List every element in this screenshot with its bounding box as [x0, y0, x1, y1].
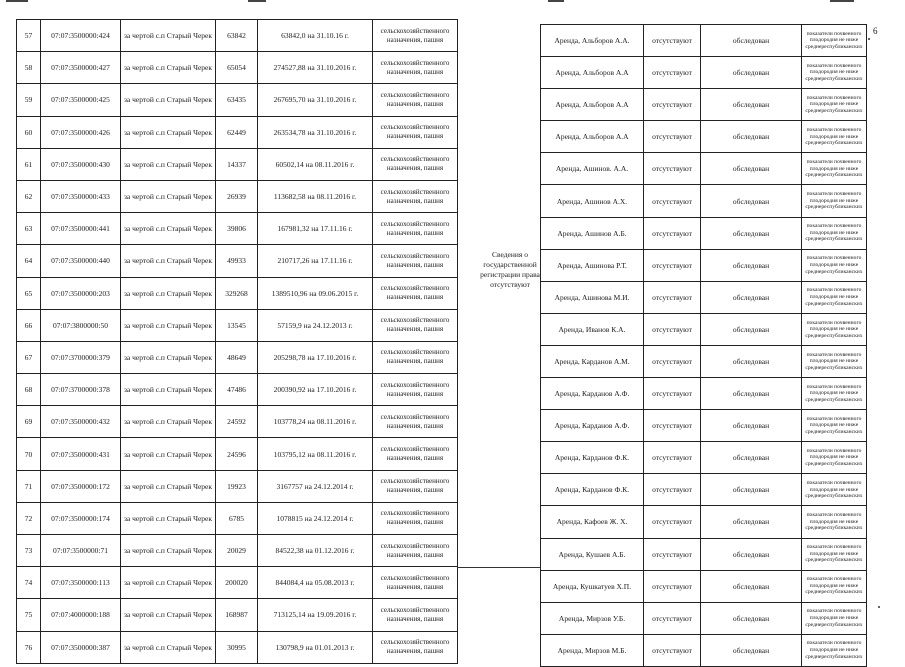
- table-row: [17, 470, 458, 502]
- land-use: сельскохозяйственного назначения, пашня: [373, 213, 458, 245]
- survey-status: обследован: [701, 153, 802, 185]
- tenant: Аренда, Карданов А.Ф.: [541, 378, 644, 410]
- row-number: 72: [17, 502, 41, 534]
- tenant: Аренда, Альборов А.А: [541, 57, 644, 89]
- scan-dot: [868, 38, 870, 40]
- land-use: сельскохозяйственного назначения, пашня: [373, 20, 458, 52]
- row-number: 64: [17, 245, 41, 277]
- location: за чертой с.п Старый Черек: [121, 374, 216, 406]
- location: за чертой с.п Старый Черек: [121, 631, 216, 663]
- table-row: [17, 374, 458, 406]
- location: за чертой с.п Старый Черек: [121, 309, 216, 341]
- soil-indicator: показатели почвенного плодородия не ниже среднереспубликанских: [802, 25, 867, 57]
- table-row: [541, 442, 867, 474]
- area: 14337: [216, 148, 258, 180]
- cadastral-value: 3167757 на 24.12.2014 г.: [258, 470, 373, 502]
- soil-indicator: показатели почвенного плодородия не ниже среднереспубликанских: [802, 121, 867, 153]
- cadastral-value: 713125,14 на 19.09.2016 г.: [258, 599, 373, 631]
- cadastral-number: 07:07:3500000:440: [41, 245, 121, 277]
- area: 48649: [216, 341, 258, 373]
- soil-indicator: показатели почвенного плодородия не ниже среднереспубликанских: [802, 345, 867, 377]
- area: 20029: [216, 535, 258, 567]
- table-row: [541, 217, 867, 249]
- soil-indicator: показатели почвенного плодородия не ниже среднереспубликанских: [802, 249, 867, 281]
- tenant: Аренда, Карданов А.Ф.: [541, 410, 644, 442]
- row-number: 76: [17, 631, 41, 663]
- encumbrance-status: отсутствуют: [644, 506, 701, 538]
- soil-indicator: показатели почвенного плодородия не ниже среднереспубликанских: [802, 570, 867, 602]
- location: за чертой с.п Старый Черек: [121, 84, 216, 116]
- soil-indicator: показатели почвенного плодородия не ниже среднереспубликанских: [802, 442, 867, 474]
- soil-indicator: показатели почвенного плодородия не ниже среднереспубликанских: [802, 538, 867, 570]
- soil-indicator: показатели почвенного плодородия не ниже среднереспубликанских: [802, 185, 867, 217]
- encumbrance-status: отсутствуют: [644, 602, 701, 634]
- land-use: сельскохозяйственного назначения, пашня: [373, 599, 458, 631]
- encumbrance-status: отсутствуют: [644, 634, 701, 666]
- location: за чертой с.п Старый Черек: [121, 277, 216, 309]
- scan-top-marks: [0, 0, 905, 8]
- tenant: Аренда, Карданов А.М.: [541, 345, 644, 377]
- cadastral-value: 63842,0 на 31.10.16 г.: [258, 20, 373, 52]
- encumbrance-status: отсутствуют: [644, 313, 701, 345]
- location: за чертой с.п Старый Черек: [121, 116, 216, 148]
- row-number: 67: [17, 341, 41, 373]
- cadastral-number: 07:07:3500000:433: [41, 180, 121, 212]
- table-row: [17, 52, 458, 84]
- cadastral-number: 07:07:3500000:424: [41, 20, 121, 52]
- soil-indicator: показатели почвенного плодородия не ниже среднереспубликанских: [802, 217, 867, 249]
- area: 63842: [216, 20, 258, 52]
- area: 329268: [216, 277, 258, 309]
- tenant: Аренда, Альборов А.А.: [541, 25, 644, 57]
- tenant: Аренда, Мирзов М.Б.: [541, 634, 644, 666]
- cadastral-value: 57159,9 на 24.12.2013 г.: [258, 309, 373, 341]
- cadastral-number: 07:07:3500000:203: [41, 277, 121, 309]
- encumbrance-status: отсутствуют: [644, 25, 701, 57]
- land-use: сельскохозяйственного назначения, пашня: [373, 470, 458, 502]
- soil-indicator: показатели почвенного плодородия не ниже среднереспубликанских: [802, 602, 867, 634]
- land-use: сельскохозяйственного назначения, пашня: [373, 84, 458, 116]
- encumbrance-status: отсутствуют: [644, 57, 701, 89]
- cadastral-number: 07:07:3500000:387: [41, 631, 121, 663]
- soil-indicator: показатели почвенного плодородия не ниже среднереспубликанских: [802, 57, 867, 89]
- table-row: [541, 570, 867, 602]
- row-number: 59: [17, 84, 41, 116]
- land-use: сельскохозяйственного назначения, пашня: [373, 52, 458, 84]
- table-row: [17, 277, 458, 309]
- table-row: [541, 634, 867, 666]
- area: 13545: [216, 309, 258, 341]
- tenant: Аренда, Ашинов А.Б.: [541, 217, 644, 249]
- land-use: сельскохозяйственного назначения, пашня: [373, 502, 458, 534]
- cadastral-value: 200390,92 на 17.10.2016 г.: [258, 374, 373, 406]
- soil-indicator: показатели почвенного плодородия не ниже среднереспубликанских: [802, 378, 867, 410]
- table-row: [541, 474, 867, 506]
- table-row: [17, 567, 458, 599]
- area: 49933: [216, 245, 258, 277]
- table-row: [541, 410, 867, 442]
- encumbrance-status: отсутствуют: [644, 538, 701, 570]
- cadastral-value: 1389510,96 на 09.06.2015 г.: [258, 277, 373, 309]
- survey-status: обследован: [701, 474, 802, 506]
- table-row: [541, 538, 867, 570]
- table-row: [541, 281, 867, 313]
- area: 47486: [216, 374, 258, 406]
- survey-status: обследован: [701, 217, 802, 249]
- location: за чертой с.п Старый Черек: [121, 535, 216, 567]
- table-row: [17, 438, 458, 470]
- table-row: [17, 341, 458, 373]
- tenant: Аренда, Альборов А.А: [541, 121, 644, 153]
- land-use: сельскохозяйственного назначения, пашня: [373, 631, 458, 663]
- survey-status: обследован: [701, 313, 802, 345]
- cadastral-number: 07:07:3700000:379: [41, 341, 121, 373]
- row-number: 61: [17, 148, 41, 180]
- cadastral-number: 07:07:3500000:71: [41, 535, 121, 567]
- encumbrance-status: отсутствуют: [644, 345, 701, 377]
- table-row: [541, 25, 867, 57]
- soil-indicator: показатели почвенного плодородия не ниже среднереспубликанских: [802, 634, 867, 666]
- land-use: сельскохозяйственного назначения, пашня: [373, 245, 458, 277]
- cadastral-number: 07:07:3500000:441: [41, 213, 121, 245]
- location: за чертой с.п Старый Черек: [121, 470, 216, 502]
- encumbrance-status: отсутствуют: [644, 249, 701, 281]
- location: за чертой с.п Старый Черек: [121, 599, 216, 631]
- survey-status: обследован: [701, 57, 802, 89]
- land-use: сельскохозяйственного назначения, пашня: [373, 567, 458, 599]
- tenant: Аренда, Карданов Ф.К.: [541, 442, 644, 474]
- table-row: [541, 249, 867, 281]
- area: 62449: [216, 116, 258, 148]
- survey-status: обследован: [701, 249, 802, 281]
- survey-status: обследован: [701, 634, 802, 666]
- survey-status: обследован: [701, 442, 802, 474]
- land-plots-table: [16, 19, 458, 664]
- soil-indicator: показатели почвенного плодородия не ниже среднереспубликанских: [802, 410, 867, 442]
- cadastral-number: 07:07:4000000:188: [41, 599, 121, 631]
- soil-indicator: показатели почвенного плодородия не ниже среднереспубликанских: [802, 153, 867, 185]
- cadastral-value: 103778,24 на 08.11.2016 г.: [258, 406, 373, 438]
- location: за чертой с.п Старый Черек: [121, 438, 216, 470]
- row-number: 60: [17, 116, 41, 148]
- area: 30995: [216, 631, 258, 663]
- table-row: [17, 599, 458, 631]
- tenant: Аренда, Кушаев А.Б.: [541, 538, 644, 570]
- row-number: 74: [17, 567, 41, 599]
- table-row: [541, 153, 867, 185]
- table-row: [17, 84, 458, 116]
- encumbrance-status: отсутствуют: [644, 410, 701, 442]
- tenant: Аренда, Мирзов У.Б.: [541, 602, 644, 634]
- encumbrance-status: отсутствуют: [644, 442, 701, 474]
- cadastral-value: 263534,78 на 31.10.2016 г.: [258, 116, 373, 148]
- survey-status: обследован: [701, 281, 802, 313]
- survey-status: обследован: [701, 185, 802, 217]
- tenants-table: [540, 24, 867, 667]
- cadastral-value: 844084,4 на 05.08.2013 г.: [258, 567, 373, 599]
- table-row: [541, 185, 867, 217]
- area: 6785: [216, 502, 258, 534]
- survey-status: обследован: [701, 121, 802, 153]
- survey-status: обследован: [701, 25, 802, 57]
- row-number: 65: [17, 277, 41, 309]
- area: 24592: [216, 406, 258, 438]
- separator-line: [457, 567, 540, 568]
- row-number: 63: [17, 213, 41, 245]
- tenant: Аренда, Иванов К.А.: [541, 313, 644, 345]
- survey-status: обследован: [701, 506, 802, 538]
- location: за чертой с.п Старый Черек: [121, 52, 216, 84]
- survey-status: обследован: [701, 538, 802, 570]
- table-row: [541, 345, 867, 377]
- land-use: сельскохозяйственного назначения, пашня: [373, 341, 458, 373]
- table-row: [541, 602, 867, 634]
- cadastral-number: 07:07:3800000:50: [41, 309, 121, 341]
- table-row: [17, 20, 458, 52]
- cadastral-number: 07:07:3500000:174: [41, 502, 121, 534]
- cadastral-value: 167981,32 на 17.11.16 г.: [258, 213, 373, 245]
- location: за чертой с.п Старый Черек: [121, 213, 216, 245]
- soil-indicator: показатели почвенного плодородия не ниже среднереспубликанских: [802, 474, 867, 506]
- cadastral-number: 07:07:3500000:425: [41, 84, 121, 116]
- soil-indicator: показатели почвенного плодородия не ниже среднереспубликанских: [802, 89, 867, 121]
- land-use: сельскохозяйственного назначения, пашня: [373, 116, 458, 148]
- location: за чертой с.п Старый Черек: [121, 406, 216, 438]
- tenant: Аренда, Ашинова Р.Т.: [541, 249, 644, 281]
- row-number: 68: [17, 374, 41, 406]
- tenant: Аренда, Кафоев Ж. Х.: [541, 506, 644, 538]
- tenant: Аренда, Кушкатуев Х.П.: [541, 570, 644, 602]
- table-row: [541, 313, 867, 345]
- row-number: 69: [17, 406, 41, 438]
- row-number: 70: [17, 438, 41, 470]
- location: за чертой с.п Старый Черек: [121, 567, 216, 599]
- cadastral-value: 130798,9 на 01.01.2013 г.: [258, 631, 373, 663]
- table-row: [541, 506, 867, 538]
- survey-status: обследован: [701, 410, 802, 442]
- location: за чертой с.п Старый Черек: [121, 20, 216, 52]
- registration-note: Сведения о государственной регистрации права отсутствуют: [480, 250, 540, 289]
- row-number: 73: [17, 535, 41, 567]
- row-number: 62: [17, 180, 41, 212]
- table-row: [541, 378, 867, 410]
- location: за чертой с.п Старый Черек: [121, 341, 216, 373]
- area: 168987: [216, 599, 258, 631]
- tenant: Аренда, Ашинов А.Х.: [541, 185, 644, 217]
- soil-indicator: показатели почвенного плодородия не ниже среднереспубликанских: [802, 313, 867, 345]
- cadastral-value: 205298,78 на 17.10.2016 г.: [258, 341, 373, 373]
- cadastral-value: 210717,26 на 17.11.16 г.: [258, 245, 373, 277]
- location: за чертой с.п Старый Черек: [121, 245, 216, 277]
- cadastral-number: 07:07:3500000:432: [41, 406, 121, 438]
- survey-status: обследован: [701, 345, 802, 377]
- cadastral-number: 07:07:3700000:378: [41, 374, 121, 406]
- tenant: Аренда, Ашинов. А.А.: [541, 153, 644, 185]
- land-use: сельскохозяйственного назначения, пашня: [373, 277, 458, 309]
- scan-dot: [878, 606, 880, 608]
- land-use: сельскохозяйственного назначения, пашня: [373, 374, 458, 406]
- cadastral-number: 07:07:3500000:430: [41, 148, 121, 180]
- soil-indicator: показатели почвенного плодородия не ниже среднереспубликанских: [802, 281, 867, 313]
- encumbrance-status: отсутствуют: [644, 217, 701, 249]
- cadastral-number: 07:07:3500000:172: [41, 470, 121, 502]
- soil-indicator: показатели почвенного плодородия не ниже среднереспубликанских: [802, 506, 867, 538]
- table-row: [17, 309, 458, 341]
- survey-status: обследован: [701, 89, 802, 121]
- area: 26939: [216, 180, 258, 212]
- row-number: 58: [17, 52, 41, 84]
- encumbrance-status: отсутствуют: [644, 185, 701, 217]
- land-use: сельскохозяйственного назначения, пашня: [373, 148, 458, 180]
- tenant: Аренда, Ашинова М.И.: [541, 281, 644, 313]
- row-number: 66: [17, 309, 41, 341]
- table-row: [541, 57, 867, 89]
- area: 24596: [216, 438, 258, 470]
- survey-status: обследован: [701, 378, 802, 410]
- area: 19923: [216, 470, 258, 502]
- row-number: 71: [17, 470, 41, 502]
- cadastral-value: 1078815 на 24.12.2014 г.: [258, 502, 373, 534]
- location: за чертой с.п Старый Черек: [121, 148, 216, 180]
- encumbrance-status: отсутствуют: [644, 570, 701, 602]
- row-number: 75: [17, 599, 41, 631]
- land-use: сельскохозяйственного назначения, пашня: [373, 180, 458, 212]
- location: за чертой с.п Старый Черек: [121, 502, 216, 534]
- table-row: [17, 148, 458, 180]
- cadastral-value: 113682,58 на 08.11.2016 г.: [258, 180, 373, 212]
- area: 63435: [216, 84, 258, 116]
- table-row: [17, 535, 458, 567]
- location: за чертой с.п Старый Черек: [121, 180, 216, 212]
- table-row: [541, 89, 867, 121]
- table-row: [17, 502, 458, 534]
- cadastral-value: 274527,88 на 31.10.2016 г.: [258, 52, 373, 84]
- table-row: [17, 180, 458, 212]
- encumbrance-status: отсутствуют: [644, 474, 701, 506]
- encumbrance-status: отсутствуют: [644, 378, 701, 410]
- land-use: сельскохозяйственного назначения, пашня: [373, 309, 458, 341]
- encumbrance-status: отсутствуют: [644, 281, 701, 313]
- table-row: [541, 121, 867, 153]
- table-row: [17, 213, 458, 245]
- row-number: 57: [17, 20, 41, 52]
- tenant: Аренда, Карданов Ф.К.: [541, 474, 644, 506]
- table-row: [17, 245, 458, 277]
- cadastral-value: 103795,12 на 08.11.2016 г.: [258, 438, 373, 470]
- cadastral-number: 07:07:3500000:431: [41, 438, 121, 470]
- tenant: Аренда, Альборов А.А: [541, 89, 644, 121]
- area: 200020: [216, 567, 258, 599]
- cadastral-value: 60502,14 на 08.11.2016 г.: [258, 148, 373, 180]
- area: 39806: [216, 213, 258, 245]
- land-use: сельскохозяйственного назначения, пашня: [373, 438, 458, 470]
- encumbrance-status: отсутствуют: [644, 153, 701, 185]
- cadastral-number: 07:07:3500000:113: [41, 567, 121, 599]
- cadastral-value: 267695,70 на 31.10.2016 г.: [258, 84, 373, 116]
- table-row: [17, 406, 458, 438]
- cadastral-value: 84522,38 на 01.12.2016 г.: [258, 535, 373, 567]
- cadastral-number: 07:07:3500000:426: [41, 116, 121, 148]
- cadastral-number: 07:07:3500000:427: [41, 52, 121, 84]
- encumbrance-status: отсутствуют: [644, 121, 701, 153]
- survey-status: обследован: [701, 570, 802, 602]
- land-use: сельскохозяйственного назначения, пашня: [373, 406, 458, 438]
- land-use: сельскохозяйственного назначения, пашня: [373, 535, 458, 567]
- table-row: [17, 631, 458, 663]
- page-number: 6: [873, 26, 878, 36]
- encumbrance-status: отсутствуют: [644, 89, 701, 121]
- area: 65054: [216, 52, 258, 84]
- survey-status: обследован: [701, 602, 802, 634]
- table-row: [17, 116, 458, 148]
